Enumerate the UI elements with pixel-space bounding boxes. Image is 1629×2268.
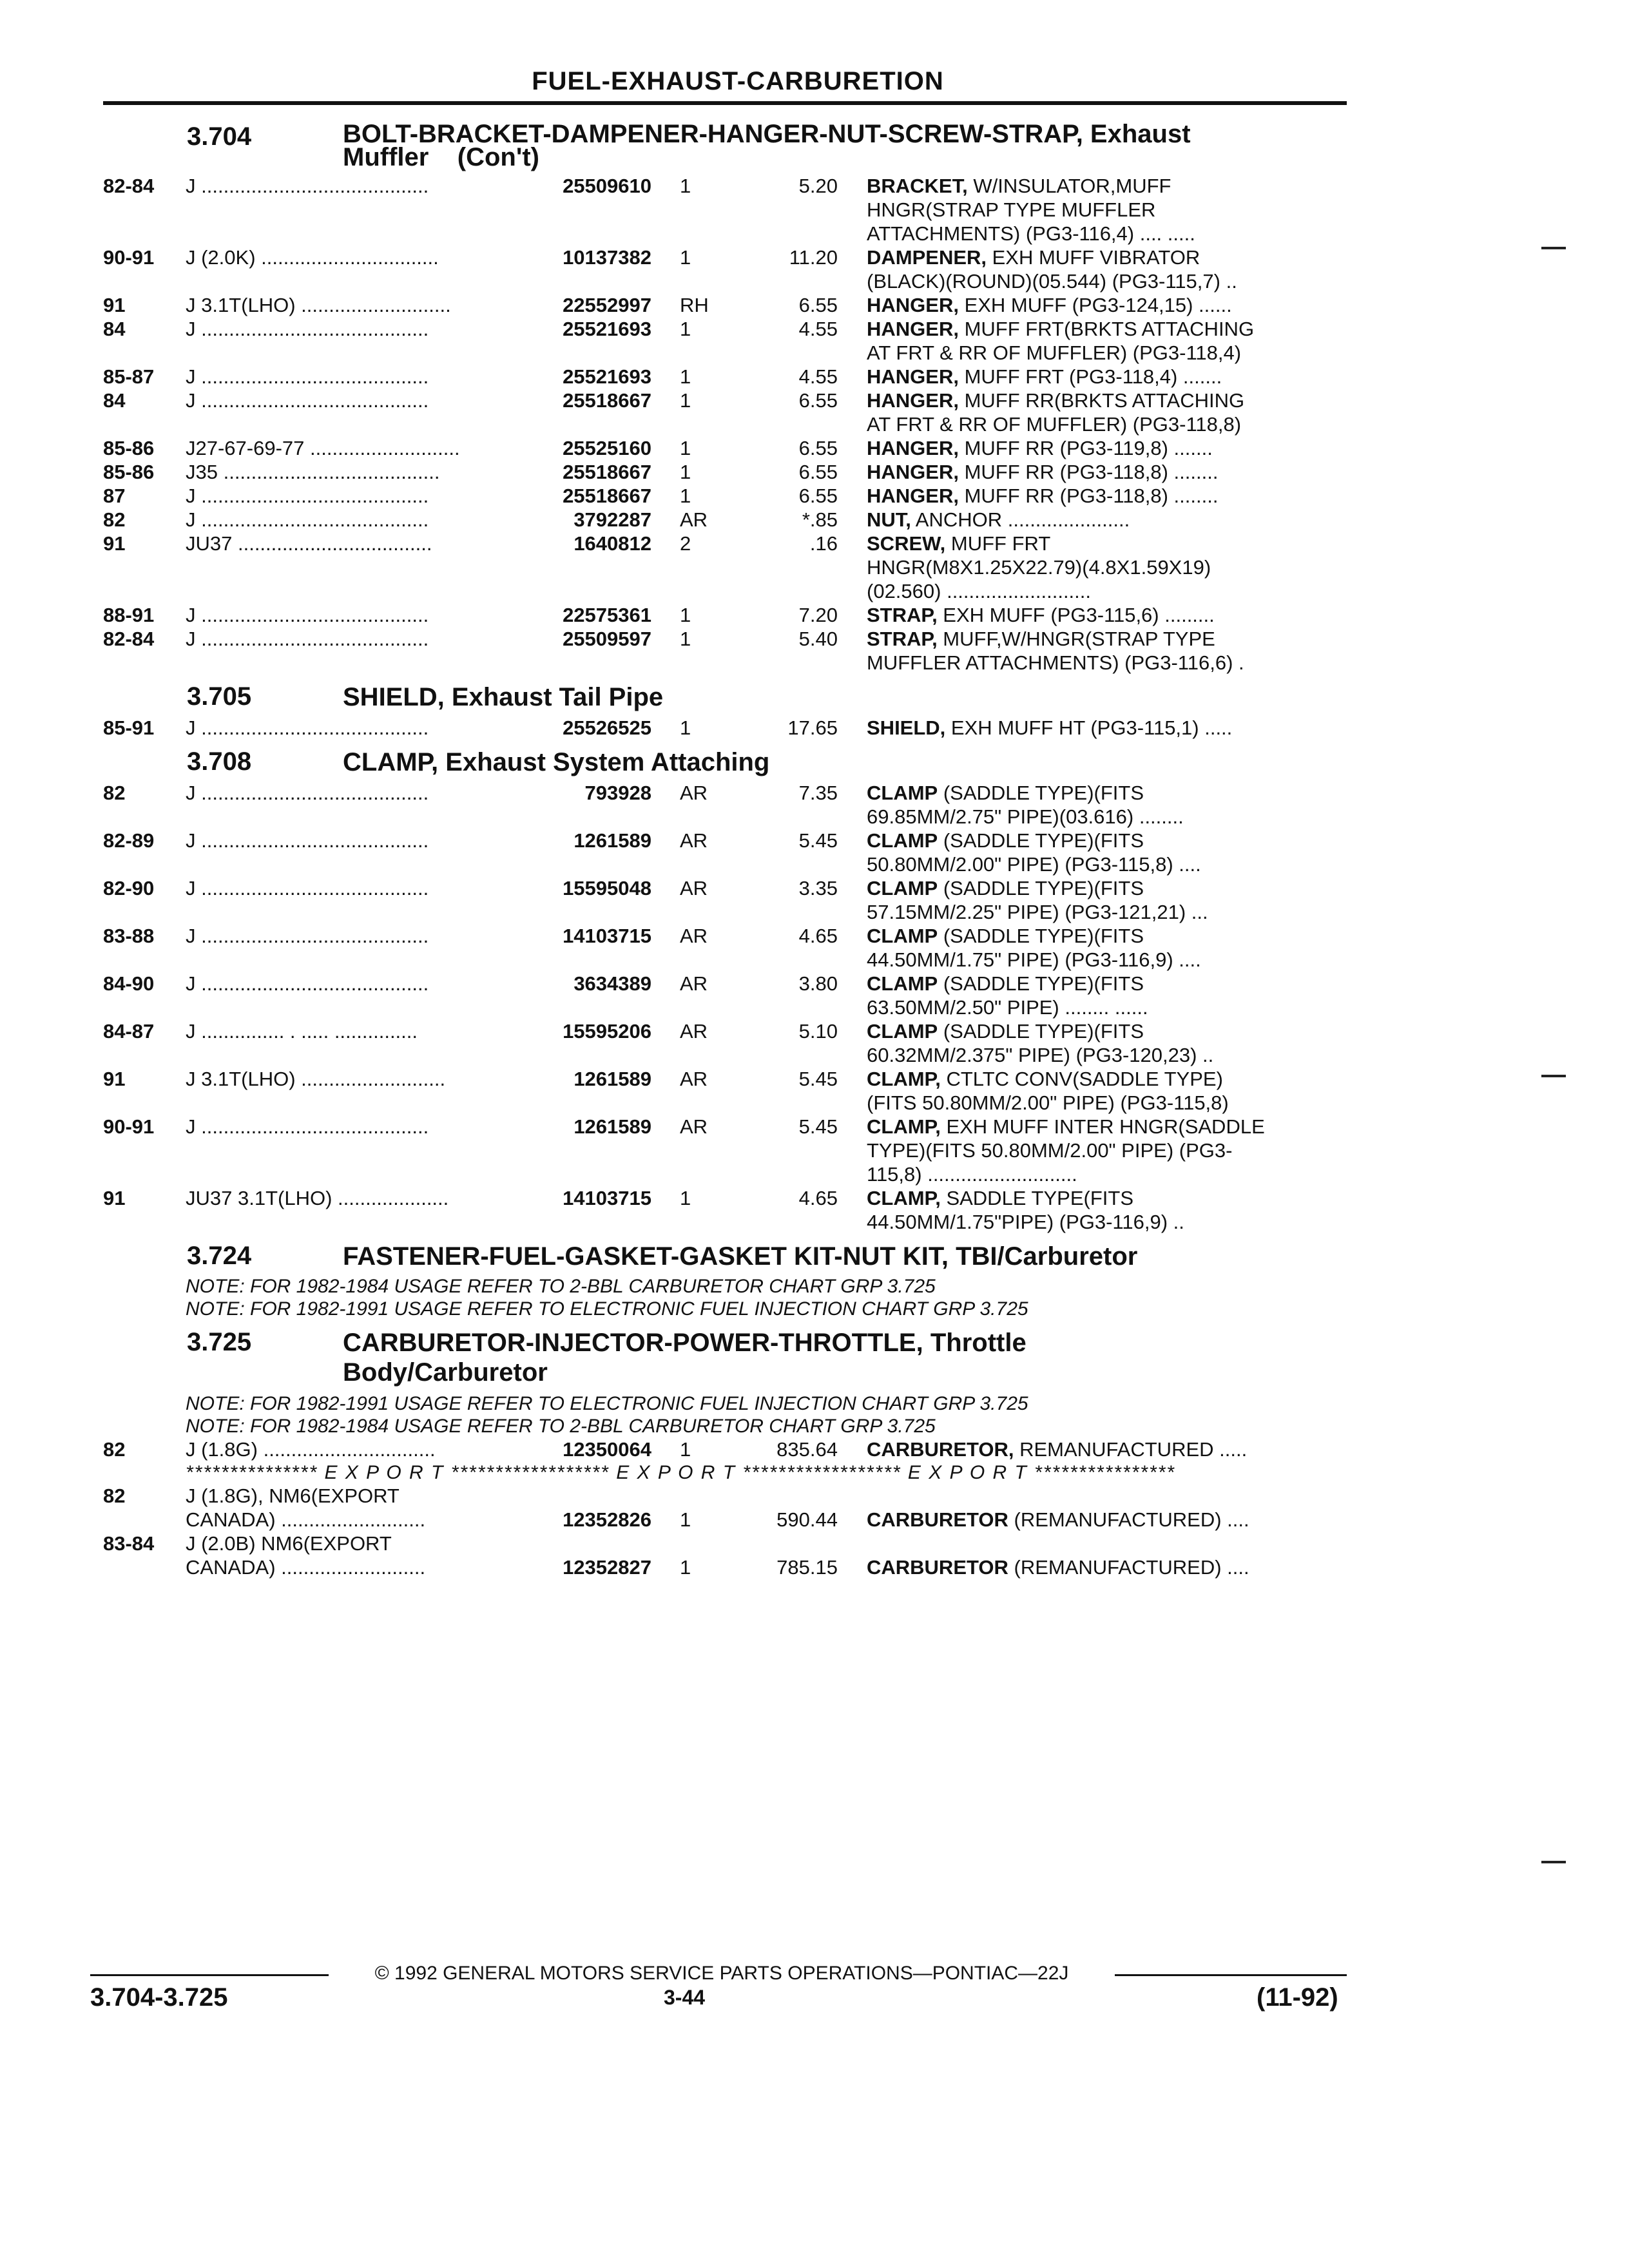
year-range: 84 [103,318,126,340]
description-keyword: CARBURETOR [867,1508,1008,1531]
year-range: 82-84 [103,175,155,197]
description-keyword: HANGER, [867,437,959,459]
description [867,627,1347,675]
year-range: 82 [103,782,126,804]
price: 5.45 [798,1068,838,1090]
part-number: 12350064 [541,1437,651,1461]
model: J ......................................... [186,175,429,197]
note: NOTE: FOR 1982-1984 USAGE REFER TO 2-BBL CARBURETOR CHART GRP 3.725 [186,1276,936,1297]
description-text: (SADDLE TYPE)(FITS 50.80MM/2.00" PIPE) (PG3-115,8) .... [867,829,1201,876]
part-number: 1261589 [541,829,651,852]
price: 5.45 [798,829,838,852]
description [867,245,1347,293]
year-range: 82-84 [103,628,155,650]
price: .16 [809,532,838,555]
price: 4.55 [798,365,838,388]
description-text: MUFF FRT (PG3-118,4) ....... [958,365,1222,388]
model: J (2.0K) ................................ [186,246,439,269]
part-row [103,829,1347,876]
part-row [103,389,1347,436]
model: J ......................................... [186,318,429,340]
description-keyword: HANGER, [867,294,959,316]
section-title: SHIELD, Exhaust Tail Pipe [343,683,664,711]
part-number: 1261589 [541,1067,651,1091]
note: NOTE: FOR 1982-1991 USAGE REFER TO ELECTRONIC FUEL INJECTION CHART GRP 3.725 [186,1393,1028,1414]
description-text: MUFF RR(BRKTS ATTACHING AT FRT & RR OF MUFFLER) (PG3-118,8) [867,389,1245,436]
model: J ......................................... [186,628,429,650]
export-rows [103,1484,1347,1579]
price: 6.55 [798,485,838,507]
part-number: 25525160 [541,436,651,460]
description-keyword: CLAMP [867,782,938,804]
price: 835.64 [776,1438,838,1461]
description-keyword: CLAMP, [867,1115,941,1138]
description-text: MUFF FRT(BRKTS ATTACHING AT FRT & RR OF MUFFLER) (PG3-118,4) [867,318,1255,364]
section-number: 3.705 [187,682,252,711]
quantity: AR [680,1020,708,1043]
part-row [103,1067,1347,1115]
part-row [103,365,1347,389]
model: J ......................................... [186,877,429,899]
model: J ............... . ..... ............... [186,1020,418,1043]
part-row [103,508,1347,532]
note: NOTE: FOR 1982-1984 USAGE REFER TO 2-BBL CARBURETOR CHART GRP 3.725 [186,1416,936,1437]
quantity: 1 [680,318,691,340]
description [867,532,1347,603]
description-text: EXH MUFF HT (PG3-115,1) ..... [945,716,1233,739]
year-range: 85-86 [103,437,155,459]
price: 7.20 [798,604,838,626]
model: J35 ....................................... [186,461,440,483]
description [867,924,1347,972]
description [867,389,1347,436]
price: 4.65 [798,925,838,947]
model: JU37 3.1T(LHO) .................... [186,1187,449,1209]
description-keyword: HANGER, [867,485,959,507]
part-row [103,1115,1347,1186]
description-keyword: CLAMP, [867,1187,941,1209]
part-number: 1640812 [541,532,651,555]
quantity: 1 [680,628,691,650]
footer-rule-left [90,1974,329,1976]
price: 11.20 [789,246,838,269]
section-subtitle: Muffler (Con't) [343,143,539,171]
year-range: 84-87 [103,1020,155,1043]
quantity: AR [680,972,708,995]
part-row [103,603,1347,627]
quantity: 1 [680,604,691,626]
model: J ......................................... [186,829,429,852]
part-number: 25509597 [541,627,651,651]
part-row [103,460,1347,484]
description-text: (REMANUFACTURED) .... [1008,1508,1249,1531]
part-row [103,1532,1347,1579]
description-text: (SADDLE TYPE)(FITS 69.85MM/2.75" PIPE)(03.616) ........ [867,782,1184,828]
section-number: 3.724 [187,1242,252,1270]
description-text: CTLTC CONV(SADDLE TYPE) (FITS 50.80MM/2.00" PIPE) (PG3-115,8) [867,1068,1229,1114]
description [867,1019,1347,1067]
part-number: 15595206 [541,1019,651,1043]
part-row [103,716,1347,740]
part-row [103,245,1347,293]
part-number: 10137382 [541,245,651,269]
section-3-724 [103,1242,1347,1320]
description [867,436,1347,460]
model: J ......................................... [186,925,429,947]
section-title: CLAMP, Exhaust System Attaching [343,748,770,776]
quantity: 1 [680,1556,691,1579]
description [867,829,1347,876]
price: 785.15 [776,1556,838,1579]
section-title: BOLT-BRACKET-DAMPENER-HANGER-NUT-SCREW-STRAP, Exhaust [343,120,1191,148]
part-row [103,293,1347,317]
part-number: 12352826 [541,1508,651,1532]
year-range: 88-91 [103,604,155,626]
part-number: 3634389 [541,972,651,995]
section-number: 3.704 [187,122,252,151]
part-row [103,532,1347,603]
description-keyword: DAMPENER, [867,246,987,269]
copyright-notice: © 1992 GENERAL MOTORS SERVICE PARTS OPERATIONS—PONTIAC—22J [374,1963,1069,1984]
price: 590.44 [776,1508,838,1531]
model: J 3.1T(LHO) ........................... [186,294,451,316]
description [867,716,1347,740]
price: 6.55 [798,294,838,316]
model: J ......................................... [186,389,429,412]
description-text: SADDLE TYPE(FITS 44.50MM/1.75"PIPE) (PG3-116,9) .. [867,1187,1184,1233]
year-range: 84-90 [103,972,155,995]
description-text: W/INSULATOR,MUFF HNGR(STRAP TYPE MUFFLER ATTACHMENTS) (PG3-116,4) .... ..... [867,175,1195,245]
quantity: 1 [680,365,691,388]
part-number: 25526525 [541,716,651,740]
section-3-708 [103,747,1347,1234]
quantity: 1 [680,1438,691,1461]
model: JU37 ................................... [186,532,432,555]
price: 4.65 [798,1187,838,1209]
part-number: 15595048 [541,876,651,900]
description-keyword: CLAMP [867,829,938,852]
description-keyword: STRAP, [867,628,938,650]
revision-date: (11-92) [1257,1983,1338,2012]
description-text: EXH MUFF INTER HNGR(SADDLE TYPE)(FITS 50.80MM/2.00" PIPE) (PG3- 115,8) ........................... [867,1115,1265,1186]
part-row [103,174,1347,245]
section-title: FASTENER-FUEL-GASKET-GASKET KIT-NUT KIT, TBI/Carburetor [343,1242,1138,1271]
group-range: 3.704-3.725 [90,1983,228,2012]
description-text: (SADDLE TYPE)(FITS 57.15MM/2.25" PIPE) (PG3-121,21) ... [867,877,1208,923]
description-keyword: SHIELD, [867,716,946,739]
part-row [103,436,1347,460]
year-range: 84 [103,389,126,412]
description-keyword: HANGER, [867,389,959,412]
model: J ......................................... [186,365,429,388]
description [867,1186,1347,1234]
quantity: AR [680,1115,708,1138]
part-row [103,1186,1347,1234]
description-text: (SADDLE TYPE)(FITS 44.50MM/1.75" PIPE) (PG3-116,9) .... [867,925,1201,971]
model: J ......................................... [186,782,429,804]
description-text: (SADDLE TYPE)(FITS 60.32MM/2.375" PIPE) (PG3-120,23) .. [867,1020,1214,1066]
description-keyword: CLAMP [867,877,938,899]
year-range: 91 [103,294,126,316]
model: J27-67-69-77 ........................... [186,437,460,459]
description [867,317,1347,365]
quantity: 1 [680,485,691,507]
part-number: 25509610 [541,174,651,198]
description-keyword: HANGER, [867,318,959,340]
model: J (1.8G), NM6(EXPORT CANADA) .......................... [186,1485,426,1531]
part-row [103,781,1347,829]
price: 6.55 [798,461,838,483]
price: 6.55 [798,437,838,459]
year-range: 82 [103,508,126,531]
section-title: CARBURETOR-INJECTOR-POWER-THROTTLE, Throttle [343,1329,1027,1357]
description-text: ANCHOR ...................... [911,508,1130,531]
description-keyword: HANGER, [867,365,959,388]
description [867,365,1347,389]
part-row [103,484,1347,508]
price: 5.40 [798,628,838,650]
year-range: 91 [103,1068,126,1090]
description-text: MUFF RR (PG3-118,8) ........ [958,485,1219,507]
part-number: 14103715 [541,1186,651,1210]
section-3-725 [103,1328,1347,1579]
model: J ......................................... [186,716,429,739]
section-number: 3.708 [187,747,252,776]
quantity: AR [680,829,708,852]
margin-mark [1541,1075,1566,1077]
model: J ......................................... [186,604,429,626]
part-number: 22575361 [541,603,651,627]
description-keyword: CLAMP, [867,1068,941,1090]
description-text: MUFF,W/HNGR(STRAP TYPE MUFFLER ATTACHMENTS) (PG3-116,6) . [867,628,1244,674]
description [867,460,1347,484]
margin-mark [1541,247,1566,249]
quantity: 1 [680,175,691,197]
page-header [103,67,1347,105]
quantity: RH [680,294,709,316]
part-number: 14103715 [541,924,651,948]
price: 6.55 [798,389,838,412]
price: 7.35 [798,782,838,804]
description-text: EXH MUFF (PG3-115,6) ......... [937,604,1215,626]
export-separator: *************** E X P O R T ****************** E X P O R T ****************** E X P O R T **************** [186,1462,1175,1483]
price: 5.45 [798,1115,838,1138]
description-keyword: CARBURETOR, [867,1438,1014,1461]
description [867,484,1347,508]
description [867,1437,1347,1461]
model: J ......................................... [186,1115,429,1138]
year-range: 87 [103,485,126,507]
year-range: 82-90 [103,877,155,899]
quantity: 1 [680,716,691,739]
part-number: 22552997 [541,293,651,317]
description [867,972,1347,1019]
page-number: 3-44 [664,1986,706,2009]
margin-mark [1541,1861,1566,1863]
description-text: MUFF FRT HNGR(M8X1.25X22.79)(4.8X1.59X19) (02.560) .......................... [867,532,1211,602]
quantity: AR [680,782,708,804]
quantity: 2 [680,532,691,555]
description-keyword: STRAP, [867,604,938,626]
year-range: 82 [103,1438,126,1461]
model: J ......................................... [186,508,429,531]
description-keyword: SCREW, [867,532,946,555]
section-3-704 [103,122,1347,675]
year-range: 91 [103,532,126,555]
quantity: AR [680,508,708,531]
description-keyword: CLAMP [867,1020,938,1043]
price: 4.55 [798,318,838,340]
part-number: 25518667 [541,460,651,484]
description-text: EXH MUFF (PG3-124,15) ...... [958,294,1232,316]
section-number: 3.725 [187,1328,252,1356]
description-keyword: CLAMP [867,925,938,947]
description [867,1115,1347,1186]
description [867,1067,1347,1115]
description [867,603,1347,627]
part-row [103,317,1347,365]
quantity: AR [680,925,708,947]
section-subtitle: Body/Carburetor [343,1358,548,1387]
model: J (1.8G) ............................... [186,1438,436,1461]
part-number: 25518667 [541,389,651,412]
description-keyword: CARBURETOR [867,1556,1008,1579]
part-number: 12352827 [541,1555,651,1579]
part-row [103,924,1347,972]
description [867,781,1347,829]
quantity: 1 [680,389,691,412]
price: 17.65 [787,716,838,739]
price: 3.35 [798,877,838,899]
part-number: 25521693 [541,365,651,389]
part-number: 1261589 [541,1115,651,1139]
year-range: 90-91 [103,246,155,269]
quantity: 1 [680,437,691,459]
part-row [103,876,1347,924]
part-row [103,627,1347,675]
model: J ......................................... [186,972,429,995]
description-text: MUFF RR (PG3-119,8) ....... [958,437,1213,459]
description-text: MUFF RR (PG3-118,8) ........ [958,461,1219,483]
description [867,508,1347,532]
parts-catalog [103,122,1347,1587]
quantity: 1 [680,461,691,483]
description-text: REMANUFACTURED ..... [1014,1438,1248,1461]
model: J (2.0B) NM6(EXPORT CANADA) .......................... [186,1532,426,1579]
description-text: EXH MUFF VIBRATOR (BLACK)(ROUND)(05.544) (PG3-115,7) .. [867,246,1237,293]
part-row [103,1019,1347,1067]
footer-rule-right [1115,1974,1347,1976]
description-keyword: BRACKET, [867,175,968,197]
price: *.85 [802,508,838,531]
price: 5.10 [798,1020,838,1043]
model: J ......................................... [186,485,429,507]
part-number: 3792287 [541,508,651,532]
description-keyword: CLAMP [867,972,938,995]
year-range: 85-87 [103,365,155,388]
year-range: 91 [103,1187,126,1209]
description-text: (SADDLE TYPE)(FITS 63.50MM/2.50" PIPE) ........ ...... [867,972,1148,1019]
part-row [103,1437,1347,1461]
description-keyword: NUT, [867,508,911,531]
year-range: 83-84 [103,1532,155,1555]
description-keyword: HANGER, [867,461,959,483]
part-row [103,972,1347,1019]
page-title: FUEL-EXHAUST-CARBURETION [532,67,944,95]
part-number: 793928 [541,781,651,805]
year-range: 85-86 [103,461,155,483]
description [867,1555,1347,1579]
note: NOTE: FOR 1982-1991 USAGE REFER TO ELECTRONIC FUEL INJECTION CHART GRP 3.725 [186,1298,1028,1320]
year-range: 83-88 [103,925,155,947]
section-3-705 [103,682,1347,740]
description [867,876,1347,924]
price: 5.20 [798,175,838,197]
quantity: 1 [680,1187,691,1209]
part-number: 25521693 [541,317,651,341]
quantity: AR [680,877,708,899]
price: 3.80 [798,972,838,995]
sections [103,122,1347,1234]
description-text: (REMANUFACTURED) .... [1008,1556,1249,1579]
quantity: AR [680,1068,708,1090]
description [867,293,1347,317]
year-range: 82 [103,1485,126,1507]
description [867,1508,1347,1532]
year-range: 85-91 [103,716,155,739]
description [867,174,1347,245]
quantity: 1 [680,1508,691,1531]
part-row [103,1484,1347,1532]
model: J 3.1T(LHO) .......................... [186,1068,446,1090]
year-range: 82-89 [103,829,155,852]
part-number: 25518667 [541,484,651,508]
quantity: 1 [680,246,691,269]
year-range: 90-91 [103,1115,155,1138]
